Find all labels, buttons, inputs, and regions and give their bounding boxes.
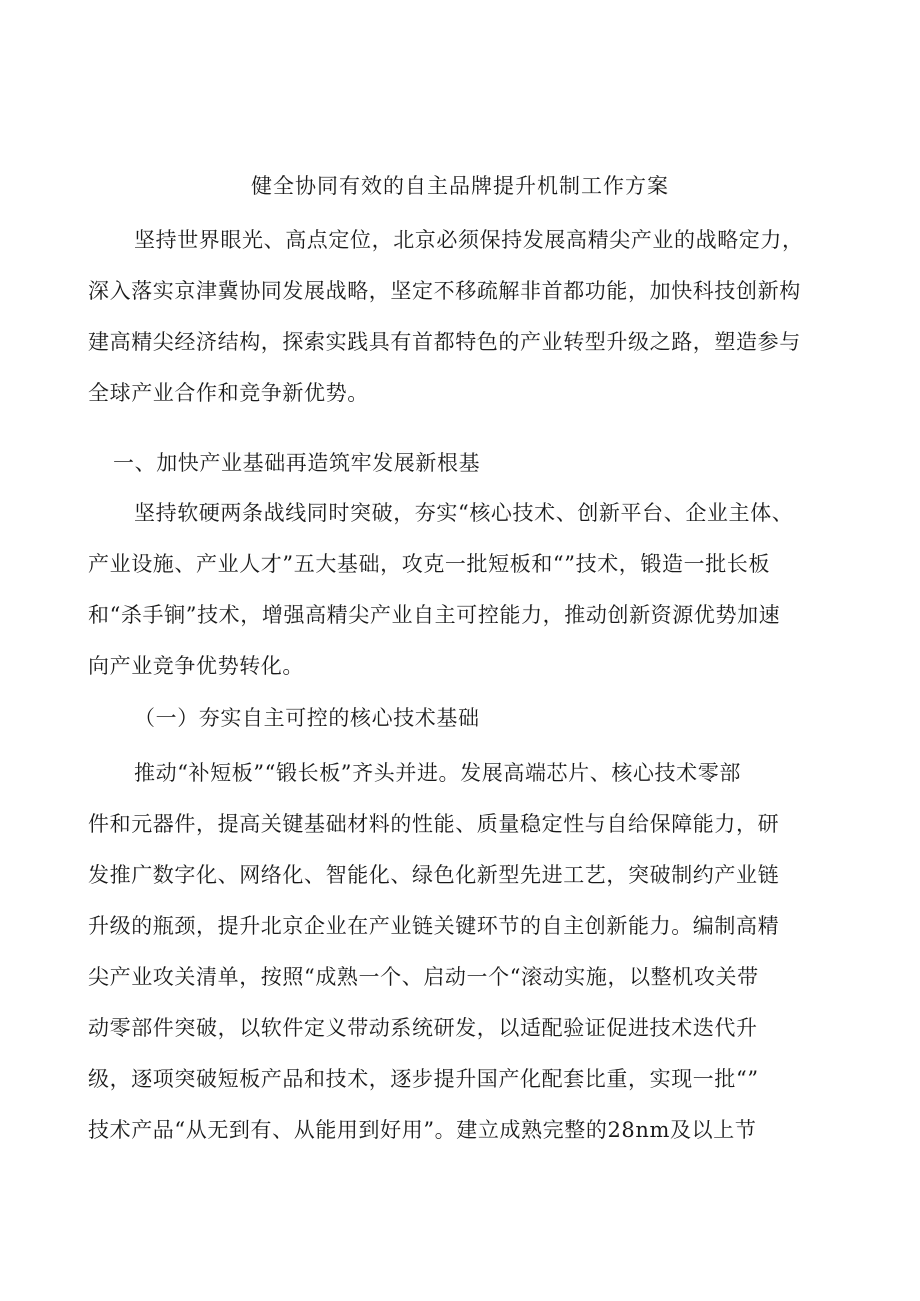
paragraph-3-line-8: 技术产品“从无到有、从能用到好用”。建立成熟完整的28nm及以上节 [88, 1118, 757, 1142]
paragraph-1-line-3: 建高精尖经济结构，探索实践具有首都特色的产业转型升级之路，塑造参与 [88, 330, 801, 354]
section-heading-2: （一）夯实自主可控的核心技术基础 [134, 706, 480, 730]
paragraph-3-line-7: 级，逐项突破短板产品和技术，逐步提升国产化配套比重，实现一批“” [88, 1067, 759, 1091]
paragraph-1-line-2: 深入落实京津冀协同发展战略，坚定不移疏解非首都功能，加快科技创新构 [88, 279, 801, 303]
paragraph-3-line-2: 件和元器件，提高关键基础材料的性能、质量稳定性与自给保障能力，研 [88, 812, 780, 836]
section-heading-1: 一、加快产业基础再造筑牢发展新根基 [113, 451, 481, 475]
paragraph-3-line-6: 动零部件突破，以软件定义带动系统研发，以适配验证促进技术迭代升 [88, 1016, 758, 1040]
paragraph-3-line-4: 升级的瓶颈，提升北京企业在产业链关键环节的自主创新能力。编制高精 [88, 914, 780, 938]
paragraph-3-line-3: 发推广数字化、网络化、智能化、绿色化新型先进工艺，突破制约产业链 [88, 863, 780, 887]
paragraph-2-line-3: 和“杀手锏”技术，增强高精尖产业自主可控能力，推动创新资源优势加速 [88, 603, 781, 627]
document-title: 健全协同有效的自主品牌提升机制工作方案 [251, 174, 669, 198]
paragraph-3-line-5: 尖产业攻关清单，按照“成熟一个、启动一个“滚动实施，以整机攻关带 [88, 965, 759, 989]
paragraph-2-line-2: 产业设施、产业人才”五大基础，攻克一批短板和“”技术，锻造一批长板 [88, 552, 771, 576]
paragraph-1-line-4: 全球产业合作和竞争新优势。 [88, 381, 369, 405]
paragraph-1-line-1: 坚持世界眼光、高点定位，北京必须保持发展高精尖产业的战略定力， [134, 228, 804, 252]
paragraph-3-line-1: 推动“补短板”“锻长板”齐头并进。发展高端芯片、核心技术零部 [134, 761, 741, 785]
paragraph-2-line-1: 坚持软硬两条战线同时突破，夯实“核心技术、创新平台、企业主体、 [134, 501, 794, 525]
paragraph-2-line-4: 向产业竞争优势转化。 [88, 654, 304, 678]
